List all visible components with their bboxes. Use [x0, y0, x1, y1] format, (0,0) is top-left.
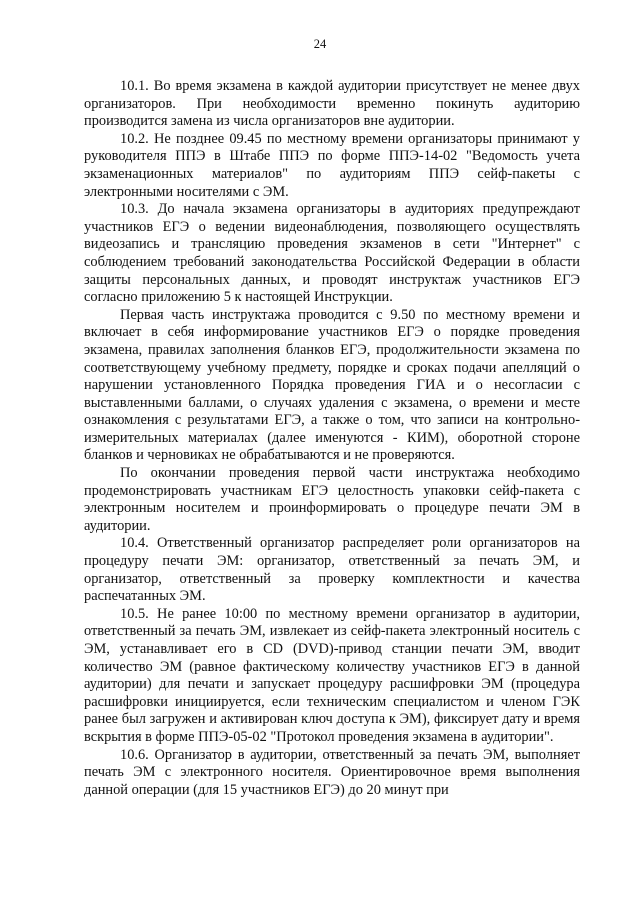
- paragraph-10-1: 10.1. Во время экзамена в каждой аудитории присутствует не менее двух организаторов. При необходимости временно покинуть аудиторию производится замена из числа организаторов вне аудитории.: [84, 78, 580, 130]
- paragraph-10-5: 10.5. Не ранее 10:00 по местному времени организатор в аудитории, ответственный за печать ЭМ, извлекает из сейф-пакета электронный носитель с ЭМ, устанавливает его в CD (DVD)-привод станции печати ЭМ, вводит количество ЭМ (равное фактическому количеству участников ЕГЭ в данной аудитории) для печати и запускает процедуру расшифровки ЭМ (процедура расшифровки инициируется, если техническим специалистом и членом ГЭК ранее был загружен и активирован ключ доступа к ЭМ), фиксирует дату и время вскрытия в форме ППЭ-05-02 "Протокол проведения экзамена в аудитории".: [84, 605, 580, 745]
- paragraph-briefing-first-part: Первая часть инструктажа проводится с 9.50 по местному времени и включает в себя информирование участников ЕГЭ о порядке проведения экзамена, правилах заполнения бланков ЕГЭ, продолжительности экзамена по соответствующему учебному предмету, порядке и сроках подачи апелляций о нарушении установленного Порядка проведения ГИА и о несогласии с выставленными баллами, о случаях удаления с экзамена, о времени и месте ознакомления с результатами ЕГЭ, а также о том, что записи на контрольно-измерительных материалах (далее именуются - КИМ), оборотной стороне бланков и черновиках не обрабатываются и не проверяются.: [84, 306, 580, 464]
- paragraph-10-2: 10.2. Не позднее 09.45 по местному времени организаторы принимают у руководителя ППЭ в Штабе ППЭ по форме ППЭ-14-02 "Ведомость учета экзаменационных материалов" по аудиториям ППЭ сейф-пакеты с электронными носителями с ЭМ.: [84, 130, 580, 200]
- paragraph-10-3: 10.3. До начала экзамена организаторы в аудиториях предупреждают участников ЕГЭ о ведении видеонаблюдения, позволяющего осуществлять видеозапись и трансляцию проведения экзаменов в сети "Интернет" с соблюдением требований законодательства Российской Федерации в области защиты персональных данных, и проводят инструктаж участников ЕГЭ согласно приложению 5 к настоящей Инструкции.: [84, 201, 580, 306]
- document-body: [84, 78, 580, 799]
- paragraph-10-4: 10.4. Ответственный организатор распределяет роли организаторов на процедуру печати ЭМ: организатор, ответственный за печать ЭМ, и организатор, ответственный за проверку комплектности и качества распечатанных ЭМ.: [84, 535, 580, 605]
- page-number: 24: [313, 37, 327, 51]
- paragraph-10-6: 10.6. Организатор в аудитории, ответственный за печать ЭМ, выполняет печать ЭМ с электронного носителя. Ориентировочное время выполнения данной операции (для 15 участников ЕГЭ) до 20 минут при: [84, 746, 580, 798]
- paragraph-briefing-end: По окончании проведения первой части инструктажа необходимо продемонстрировать участникам ЕГЭ целостность упаковки сейф-пакета с электронным носителем и проинформировать о процедуре печати ЭМ в аудитории.: [84, 465, 580, 534]
